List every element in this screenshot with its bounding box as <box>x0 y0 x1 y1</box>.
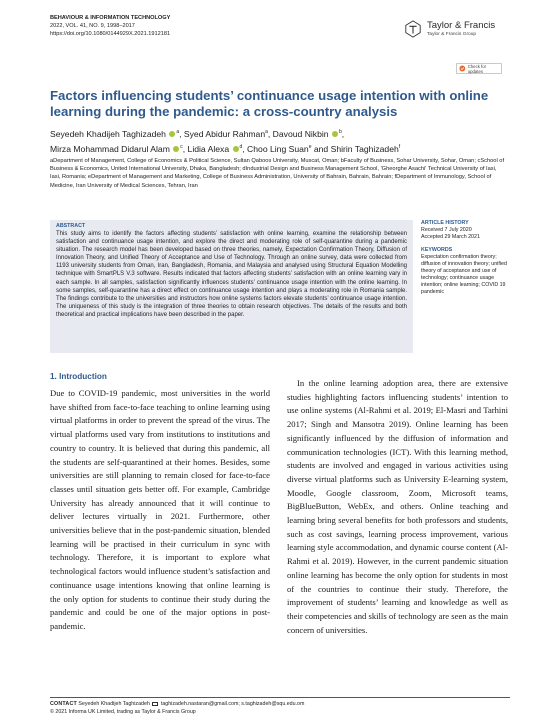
journal-meta <box>50 14 170 38</box>
introduction-heading: 1. Introduction <box>50 372 107 381</box>
taylor-francis-logo-icon <box>404 20 422 38</box>
affiliation-mark: e <box>308 143 312 150</box>
received-date: Received 7 July 2020 <box>421 227 472 233</box>
publisher-group: Taylor & Francis Group <box>427 31 477 37</box>
journal-volume: 2022, VOL. 41, NO. 9, 1998–2017 <box>50 23 135 29</box>
author-name[interactable]: and Shirin Taghizadeh <box>311 143 399 154</box>
footer-divider <box>50 697 510 698</box>
orcid-icon[interactable] <box>169 131 175 137</box>
affiliations: aDepartment of Management, College of Economics & Political Science, Sultan Qaboos University, Muscat, Oman; bFaculty of Business, Sohar University, Sohar, Oman; cSchool of Business & Economics, United International University, Dhaka, Bangladesh; dIndustrial Design and Business Management School, 'Gheorghe Asachi' Technical University of Iasi, Iasi, Romania; eDepartment of Management and Marketing, College of Business Administration, University of Bahrain, Bahrain, Bahrain; fDepartment of Immunology, School of Medicine, Iran University of Medical Sciences, Tehran, Iran <box>50 158 505 189</box>
contact-label: CONTACT <box>50 701 77 707</box>
publisher-name: Taylor & Francis <box>427 19 496 31</box>
author-name[interactable]: , Syed Abidur Rahman <box>179 128 266 139</box>
affiliation-mark: a <box>265 129 268 135</box>
author-line-2 <box>50 141 510 156</box>
author-name[interactable]: , Lidia Alexa <box>182 143 230 154</box>
accepted-date: Accepted 29 March 2021 <box>421 234 480 240</box>
orcid-icon[interactable] <box>332 131 338 137</box>
email-icon <box>152 702 158 706</box>
author-list <box>50 126 510 156</box>
introduction-left-column: Due to COVID-19 pandemic, most universities in the world have shifted from face-to-face teaching to online learning using virtual platforms in order to prevent the spread of the virus. The virtual platforms used vary from institutions to institutions and country to country. It is believed that during this pandemic, all the students are self-quarantined at their homes. Besides, some universities are still planning to remain closed for face-to-face classes until situation gets better off. For example, Cambridge University has already announced that it will continue to deliver lectures virtually in 2021. Furthermore, other universities believe that in the post-pandemic situation, blended learning will be practised in their curriculum in sync with technology. Therefore, it is important to explore what technological factors would influence student’s satisfaction and continuance usage intentions knowing that online learning is the only option for students to continue their study during the pandemic and could be one of the major options in post-pandemic. <box>50 388 270 631</box>
article-sidebar <box>421 220 513 296</box>
author-line-1: Seyedeh Khadijeh Taghizadeh $^a$, Syed Abidur Rahman$^a$, Davoud Nikbin $^b$, <box>50 128 345 139</box>
check-updates-label: Check for updates <box>467 63 487 74</box>
check-updates-icon <box>459 65 466 72</box>
introduction-right-column: In the online learning adoption area, there are extensive studies highlighting factors influencing students’ intention to use online systems (Al-Rahmi et al. 2019; El-Masri and Tarhini 2017; Singh and Mansotra 2019). Online learning has been significantly influenced by the diffusion of information and communication technologies (ICT). With this learning method, students are involved and engaged in various activities using diverse virtual platforms such as University E-learning system, Moodle, Google classroom, Zoom, Microsoft teams, BigBlueButton, WebEx, and others. Online teaching and learning bring several benefits for both professors and students, such as cost savings, learning process improvement, various learning style accommodation, and dynamic course content (Al-Rahmi et al. 2019). However, in the current pandemic situation online learning has become the only option for students in most of the countries to continue their study. Therefore, the improvement of students’ learning and knowledge as well as their competencies and skills of technology are seen as the main concern of universities. <box>287 378 508 635</box>
footer-contact <box>50 700 304 708</box>
check-for-updates-button[interactable] <box>456 63 502 74</box>
article-title: Factors influencing students’ continuance usage intention with online learning during the pandemic: a cross-country analysis <box>50 88 489 119</box>
author-name[interactable]: Seyedeh Khadijeh Taghizadeh <box>50 128 166 139</box>
copyright-notice: © 2021 Informa UK Limited, trading as Taylor & Francis Group <box>50 709 196 715</box>
abstract-box <box>50 220 413 353</box>
affiliation-mark: b <box>338 129 342 135</box>
article-history-heading: ARTICLE HISTORY <box>421 220 469 226</box>
contact-name: Seyedeh Khadijeh Taghizadeh <box>78 701 150 707</box>
author-name[interactable]: , Davoud Nikbin <box>267 128 329 139</box>
affiliation-mark: d <box>239 143 243 150</box>
abstract-text: This study aims to identify the factors affecting students’ satisfaction with online learning, examine the relationship between satisfaction and continuance usage intention, and explore the direct and moderating role of self-quarantine during a pandemic situation. The research model has been developed based on three theories, namely, Expectation Confirmation Theory, Diffusion of Innovation Theory, and Unified Theory of Acceptance and Use of Technology. Through an online survey, data were collected from 1193 university students from Oman, Iran, Bangladesh, Romania, and Malaysia and analysed using Structural Equation Modelling technique with SmartPLS V.3 software. Results indicated that factors affecting students’ satisfaction with an online learning vary in each sample. In all samples, satisfaction significantly influences students’ continuance usage intention with the online learning. In some samples, self-quarantine has a direct effect on continuance usage intention and plays a moderating role in Romania sample. The findings contribute to the universities and instructors how online systems factors elevate students’ continuance usage intention. The uniqueness of this study is the integration of three theories to obtain research objectives. The details of the results and both theoretical and practical implications have been described in the paper. <box>56 231 407 318</box>
affiliation-mark: a <box>176 129 180 135</box>
author-name[interactable]: Mirza Mohammad Didarul Alam <box>50 143 170 154</box>
orcid-icon[interactable] <box>173 146 179 152</box>
abstract-heading: ABSTRACT <box>56 223 86 229</box>
orcid-icon[interactable] <box>233 146 239 152</box>
journal-doi-link[interactable]: https://doi.org/10.1080/0144929X.2021.1912181 <box>50 31 171 37</box>
author-name[interactable]: , Choo Ling Suan <box>242 143 309 154</box>
keywords-list: Expectation confirmation theory; diffusion of innovation theory; unified theory of acceptance and use of technology; continuance usage intention; online learning; COVID 19 pandemic <box>421 254 507 295</box>
publisher-logo[interactable] <box>404 20 495 38</box>
affiliation-mark: c <box>180 143 183 150</box>
contact-emails[interactable]: taghizadeh.nastaran@gmail.com; s.taghizadeh@squ.edu.om <box>160 701 305 707</box>
affiliation-mark: f <box>398 143 401 150</box>
keywords-heading: KEYWORDS <box>421 247 453 253</box>
journal-name: BEHAVIOUR & INFORMATION TECHNOLOGY <box>50 15 171 21</box>
